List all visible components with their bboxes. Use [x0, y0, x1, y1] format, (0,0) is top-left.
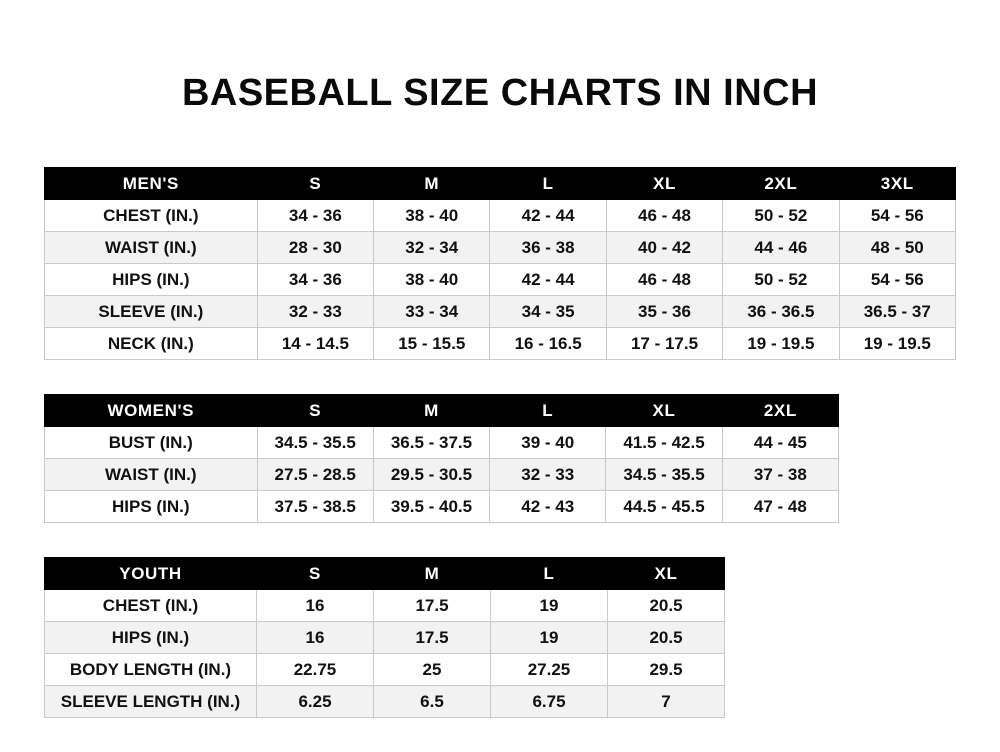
cell-value: 16 — [257, 622, 374, 654]
womens-header-s: S — [257, 395, 373, 427]
womens-header-2xl: 2XL — [722, 395, 838, 427]
row-label: HIPS (IN.) — [45, 264, 258, 296]
cell-value: 36 - 36.5 — [723, 296, 839, 328]
womens-header-category: WOMEN'S — [45, 395, 258, 427]
cell-value: 54 - 56 — [839, 264, 955, 296]
youth-header-m: M — [374, 558, 491, 590]
row-label: WAIST (IN.) — [45, 459, 258, 491]
cell-value: 37 - 38 — [722, 459, 838, 491]
cell-value: 17 - 17.5 — [606, 328, 722, 360]
mens-header-s: S — [257, 168, 373, 200]
table-row — [45, 200, 956, 232]
cell-value: 36.5 - 37.5 — [373, 427, 489, 459]
table-header-row — [45, 558, 725, 590]
cell-value: 19 - 19.5 — [839, 328, 955, 360]
cell-value: 32 - 33 — [257, 296, 373, 328]
youth-header-s: S — [257, 558, 374, 590]
cell-value: 37.5 - 38.5 — [257, 491, 373, 523]
row-label: BUST (IN.) — [45, 427, 258, 459]
cell-value: 34 - 36 — [257, 200, 373, 232]
table-header-row — [45, 395, 839, 427]
cell-value: 41.5 - 42.5 — [606, 427, 722, 459]
cell-value: 29.5 - 30.5 — [373, 459, 489, 491]
cell-value: 44.5 - 45.5 — [606, 491, 722, 523]
youth-header-category: YOUTH — [45, 558, 257, 590]
table-row — [45, 654, 725, 686]
row-label: SLEEVE LENGTH (IN.) — [45, 686, 257, 718]
cell-value: 16 - 16.5 — [490, 328, 606, 360]
cell-value: 46 - 48 — [606, 200, 722, 232]
cell-value: 16 — [257, 590, 374, 622]
table-row — [45, 264, 956, 296]
cell-value: 36 - 38 — [490, 232, 606, 264]
mens-header-l: L — [490, 168, 606, 200]
cell-value: 6.25 — [257, 686, 374, 718]
cell-value: 40 - 42 — [606, 232, 722, 264]
cell-value: 38 - 40 — [374, 200, 490, 232]
cell-value: 32 - 34 — [374, 232, 490, 264]
cell-value: 34 - 35 — [490, 296, 606, 328]
youth-size-table — [44, 557, 725, 718]
table-row — [45, 686, 725, 718]
table-row — [45, 622, 725, 654]
cell-value: 47 - 48 — [722, 491, 838, 523]
womens-header-xl: XL — [606, 395, 722, 427]
cell-value: 19 — [491, 590, 608, 622]
cell-value: 34 - 36 — [257, 264, 373, 296]
cell-value: 6.5 — [374, 686, 491, 718]
cell-value: 19 - 19.5 — [723, 328, 839, 360]
table-row — [45, 491, 839, 523]
cell-value: 14 - 14.5 — [257, 328, 373, 360]
row-label: NECK (IN.) — [45, 328, 258, 360]
page-title: BASEBALL SIZE CHARTS IN INCH — [181, 72, 819, 114]
mens-header-m: M — [374, 168, 490, 200]
cell-value: 19 — [491, 622, 608, 654]
womens-header-m: M — [373, 395, 489, 427]
cell-value: 42 - 43 — [490, 491, 606, 523]
cell-value: 44 - 46 — [723, 232, 839, 264]
cell-value: 50 - 52 — [723, 200, 839, 232]
youth-header-xl: XL — [608, 558, 725, 590]
womens-header-l: L — [490, 395, 606, 427]
cell-value: 34.5 - 35.5 — [606, 459, 722, 491]
cell-value: 36.5 - 37 — [839, 296, 955, 328]
row-label: SLEEVE (IN.) — [45, 296, 258, 328]
table-row — [45, 459, 839, 491]
cell-value: 22.75 — [257, 654, 374, 686]
mens-header-2xl: 2XL — [723, 168, 839, 200]
cell-value: 17.5 — [374, 622, 491, 654]
cell-value: 54 - 56 — [839, 200, 955, 232]
cell-value: 35 - 36 — [606, 296, 722, 328]
mens-header-3xl: 3XL — [839, 168, 955, 200]
cell-value: 27.25 — [491, 654, 608, 686]
cell-value: 39.5 - 40.5 — [373, 491, 489, 523]
table-header-row — [45, 168, 956, 200]
cell-value: 46 - 48 — [606, 264, 722, 296]
row-label: CHEST (IN.) — [45, 200, 258, 232]
cell-value: 38 - 40 — [374, 264, 490, 296]
table-row — [45, 328, 956, 360]
youth-header-l: L — [491, 558, 608, 590]
cell-value: 20.5 — [608, 590, 725, 622]
cell-value: 15 - 15.5 — [374, 328, 490, 360]
mens-header-category: MEN'S — [45, 168, 258, 200]
table-row — [45, 296, 956, 328]
cell-value: 44 - 45 — [722, 427, 838, 459]
cell-value: 27.5 - 28.5 — [257, 459, 373, 491]
cell-value: 48 - 50 — [839, 232, 955, 264]
row-label: CHEST (IN.) — [45, 590, 257, 622]
cell-value: 50 - 52 — [723, 264, 839, 296]
cell-value: 25 — [374, 654, 491, 686]
table-row — [45, 590, 725, 622]
cell-value: 17.5 — [374, 590, 491, 622]
row-label: WAIST (IN.) — [45, 232, 258, 264]
cell-value: 42 - 44 — [490, 264, 606, 296]
cell-value: 7 — [608, 686, 725, 718]
cell-value: 33 - 34 — [374, 296, 490, 328]
table-row — [45, 232, 956, 264]
cell-value: 6.75 — [491, 686, 608, 718]
charts-container — [0, 167, 1000, 718]
cell-value: 32 - 33 — [490, 459, 606, 491]
row-label: BODY LENGTH (IN.) — [45, 654, 257, 686]
row-label: HIPS (IN.) — [45, 622, 257, 654]
table-row — [45, 427, 839, 459]
cell-value: 34.5 - 35.5 — [257, 427, 373, 459]
mens-size-table — [44, 167, 956, 360]
row-label: HIPS (IN.) — [45, 491, 258, 523]
womens-size-table — [44, 394, 839, 523]
mens-header-xl: XL — [606, 168, 722, 200]
cell-value: 20.5 — [608, 622, 725, 654]
cell-value: 39 - 40 — [490, 427, 606, 459]
cell-value: 29.5 — [608, 654, 725, 686]
cell-value: 42 - 44 — [490, 200, 606, 232]
cell-value: 28 - 30 — [257, 232, 373, 264]
